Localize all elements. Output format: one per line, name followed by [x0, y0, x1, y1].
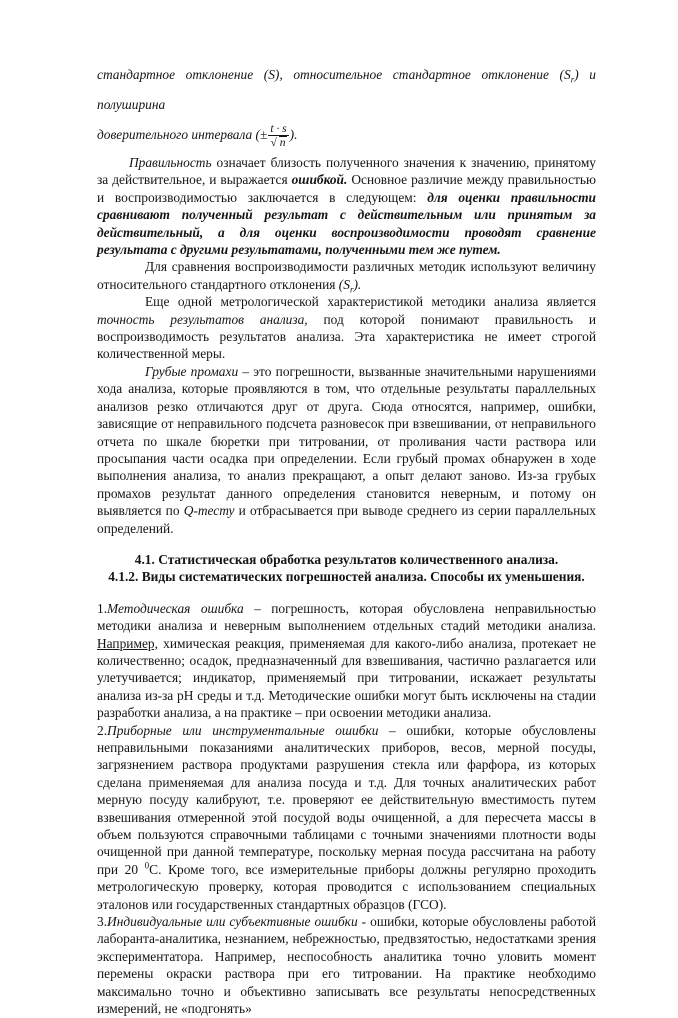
fraction-numerator: t · s	[270, 122, 287, 135]
confidence-interval-fraction	[268, 123, 288, 149]
list-item-instrumental-error	[97, 722, 596, 913]
paragraph-gross-errors	[97, 363, 596, 537]
text-span: Для сравнения воспроизводимости различных методик используют величину относительного стандартного отклонения	[97, 259, 596, 292]
list-number: 1.	[97, 600, 108, 616]
text-span: химическая реакция, применяемая для какого-либо анализа, протекает не количественно; осадок, предназначенный для взвешивания, частично разлагается или улетучивается; индикатор, применяемый при титровании, искажает результаты анализа из-за pH среды и т.д. Методические ошибки могут быть исключены на стадии разработки анализа, а на практике – при освоении методики анализа.	[97, 635, 596, 721]
text-span: Основное различие между правильностью и воспроизводимостью заключается в следующем:	[97, 172, 596, 205]
term-q-test: Q-тесту	[183, 503, 235, 519]
text-span: – ошибки, которые обусловлены неправильными показаниями аналитических приборов, весов, мерной посуды, загрязнением раствора продуктами разрушения стекла или фарфора, из которых сделана применяемая для анализа посуда и т.д. Для точных аналитических работ мерную посуду калибруют, т.е. проверяют ее действительную вместимость путем взвешивания отмеренной этой посудой воды очищенной, а для пересчета массы в объем пользуются справочными таблицами с точными значениями плотности воды очищенной при данной температуре, поскольку мерная посуда рассчитана на работу при 20	[97, 722, 596, 877]
section-headings	[97, 551, 596, 586]
text-span: ).	[289, 127, 298, 142]
text-span: - ошибки, которые обусловлены работой лаборанта-аналитика, незнанием, небрежностью, предвзятостью, недостатками зрения экспериментатора. Например, неспособность аналитика точно уловить момент перемены окраски раствора при его титровании. На практике необходимо максимально точно и объективно записывать все результаты непосредственных измерений, не «подгонять»	[97, 914, 596, 1017]
list-item-subjective-error	[97, 913, 596, 1017]
list-item-methodical-error	[97, 600, 596, 722]
sqrt-icon: √	[270, 136, 277, 149]
term-tochnost: точность результатов анализа,	[97, 311, 308, 327]
text-span: означает близость полученного значения к значению, принятому за действительное, и выражается	[97, 155, 596, 188]
paragraph-metrics-definition	[97, 60, 596, 150]
list-number: 2.	[97, 722, 108, 738]
text-span: – это погрешности, вызванные значительными нарушениями хода анализа, которые проявляются в том, что отдельные результаты параллельных анализов резко отличаются друг от друга. Сюда относятся, например, ошибки, зависящие от неправильного подсчета разновесок при взвешивании, от неправильного отчета по шкале бюретки при титровании, от проливания части раствора или просыпания части осадка при определении. Если грубый промах обнаружен в ходе выполнения анализа, то анализ прекращают, а опыт делают заново. Из-за грубых промахов результат данного определения становится неверным, и потому он выявляется по	[97, 363, 596, 519]
subscript: r	[570, 74, 575, 85]
text-span: С. Кроме того, все измерительные приборы должны регулярно проходить метрологическую проверку, которая проводится с использованием специальных эталонов или государственных стандартных образцов (ГСО).	[97, 861, 596, 912]
subscript: r	[349, 284, 354, 295]
text-span: под которой понимают правильность и воспроизводимость результатов анализа. Эта характеристика не имеет строгой количественной меры.	[97, 311, 597, 362]
text-span: ) и полуширина	[97, 67, 596, 112]
fraction-denominator	[268, 136, 288, 149]
text-span: и отбрасывается при выводе среднего из серии параллельных определений.	[97, 503, 596, 536]
text-span: доверительного интервала (±	[97, 127, 268, 142]
text-span: – погрешность, которая обусловлена неправильностью методики анализа и неверным выполнением отдельных стадий методики анализа.	[97, 600, 596, 634]
term-methodical-error: Методическая ошибка	[107, 600, 244, 616]
text-span: Еще одной метрологической характеристикой методики анализа является	[145, 294, 596, 310]
term-pravilnost: Правильность	[129, 155, 212, 170]
term-subjective-error: Индивидуальные или субъективные ошибки	[107, 914, 358, 930]
text-span: стандартное отклонение (S), относительное стандартное отклонение (S	[97, 67, 571, 82]
emphasis-text: для оценки правильности сравнивают полученный результат с действительным или принятым за действительный, а для оценки воспроизводимости проводят сравнение результата с другими результатами, полученными тем же путем.	[97, 189, 596, 258]
paragraph-precision	[97, 293, 596, 363]
paragraph-accuracy	[97, 154, 596, 258]
list-number: 3.	[97, 914, 108, 930]
text-span: ).	[353, 276, 362, 292]
radicand: n	[279, 136, 286, 149]
term-oshibka: ошибкой.	[291, 172, 348, 188]
paragraph-reproducibility	[97, 258, 596, 293]
text-span: (S	[338, 276, 350, 292]
heading-4-1-2: 4.1.2. Виды систематических погрешностей анализа. Способы их уменьшения.	[108, 569, 585, 585]
heading-4-1: 4.1. Статистическая обработка результатов количественного анализа.	[134, 551, 559, 567]
term-grubye-promakhi: Грубые промахи	[145, 363, 239, 379]
degree-superscript: 0	[144, 860, 150, 871]
term-instrumental-error: Приборные или инструментальные ошибки	[107, 722, 379, 738]
underlined-example: Например,	[97, 635, 158, 651]
